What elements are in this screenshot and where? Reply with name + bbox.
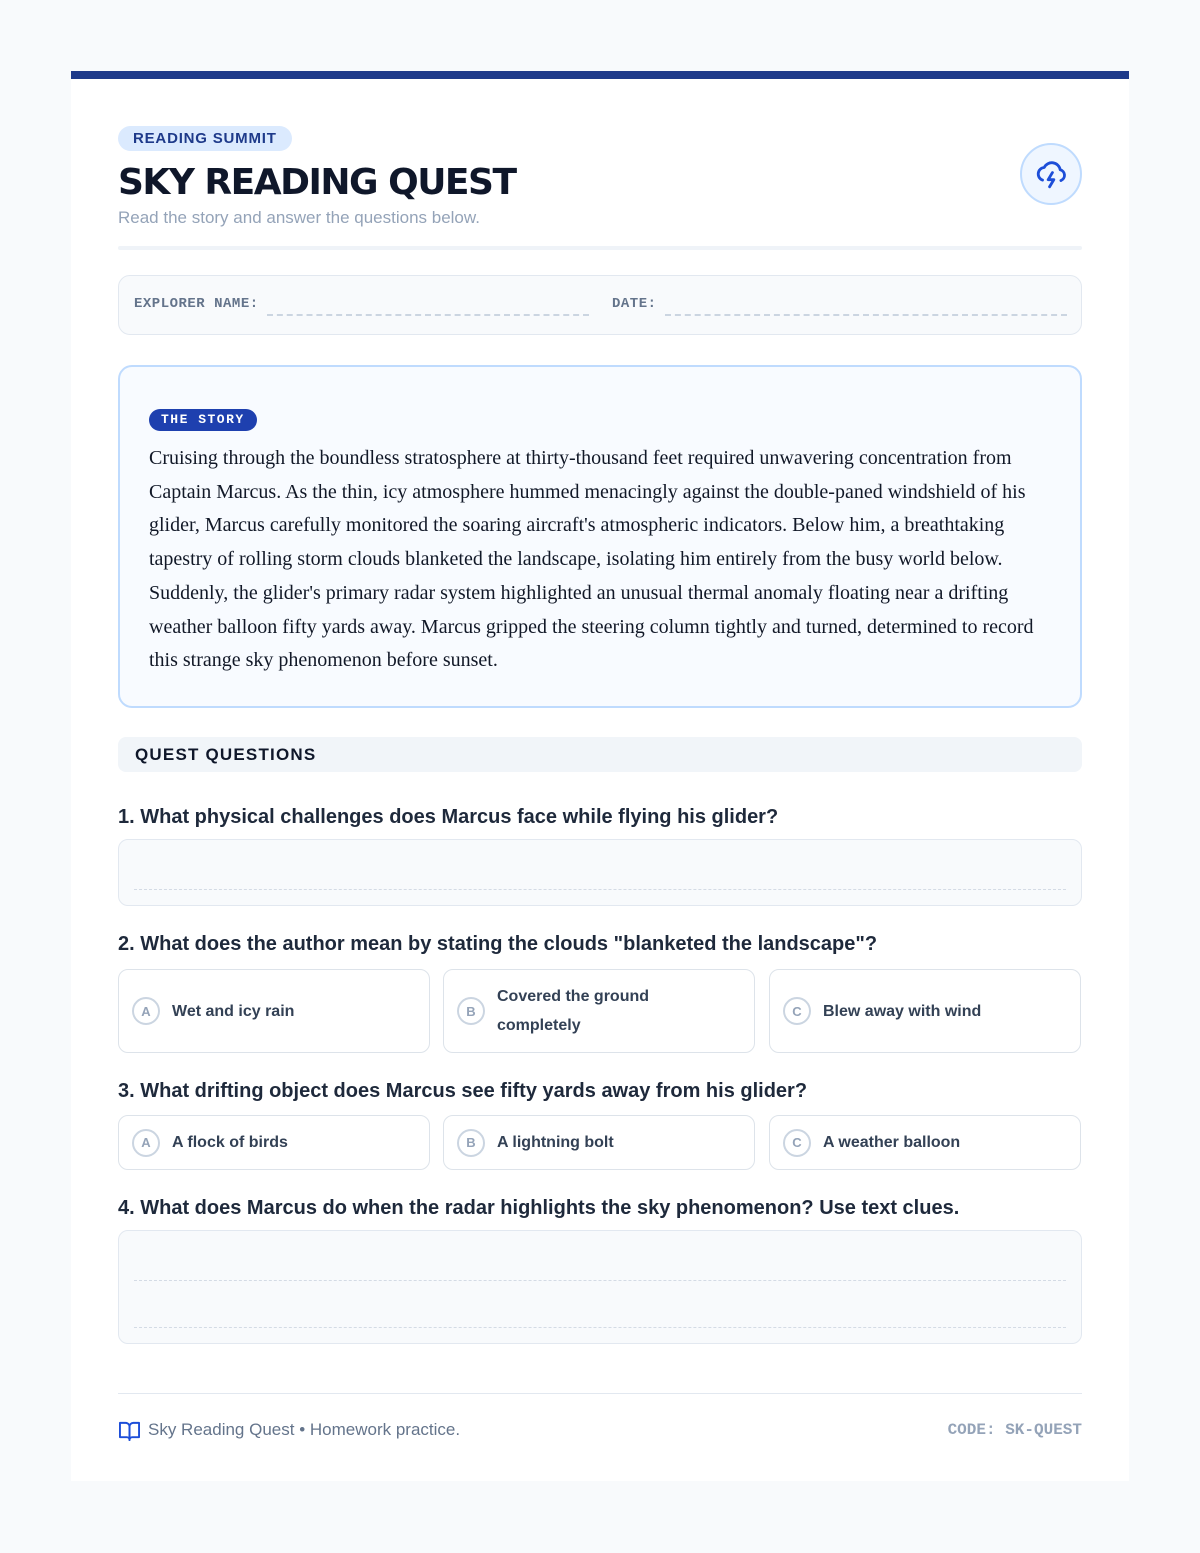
- answer-box-4[interactable]: [118, 1230, 1082, 1344]
- book-open-icon: [118, 1420, 141, 1441]
- q3-option-a[interactable]: [118, 1115, 430, 1170]
- option-label: A weather balloon: [823, 1134, 961, 1151]
- option-letter: C: [783, 1129, 811, 1157]
- story-text: Cruising through the boundless stratosphere at thirty-thousand feet required unwavering concentration from Captain Marcus. As the thin, icy atmosphere hummed menacingly against the double-paned windshield of his glider, Marcus carefully monitored the soaring aircraft's atmospheric indicators. Below him, a breathtaking tapestry of rolling storm clouds blanketed the landscape, isolating him entirely from the busy world below. Suddenly, the glider's primary radar system highlighted an unusual thermal anomaly floating near a drifting weather balloon fifty yards away. Marcus gripped the steering column tightly and turned, determined to record this strange sky phenomenon before sunset.: [149, 447, 1034, 672]
- footer-divider: [118, 1393, 1082, 1394]
- option-letter: B: [457, 1129, 485, 1157]
- question-4: 4. What does Marcus do when the radar highlights the sky phenomenon? Use text clues.: [118, 1197, 960, 1219]
- question-1: 1. What physical challenges does Marcus face while flying his glider?: [118, 806, 779, 828]
- answer-box-1[interactable]: [118, 839, 1082, 906]
- q3-option-b[interactable]: [443, 1115, 755, 1170]
- story-panel: [118, 365, 1082, 708]
- option-letter: A: [132, 997, 160, 1025]
- question-2: 2. What does the author mean by stating the clouds "blanketed the landscape"?: [118, 933, 878, 955]
- date-label: DATE:: [612, 296, 657, 312]
- q3-option-c[interactable]: [769, 1115, 1081, 1170]
- header-divider: [118, 246, 1082, 250]
- answer-line: [134, 1280, 1066, 1281]
- option-letter: B: [457, 997, 485, 1025]
- story-tag: THE STORY: [149, 409, 257, 431]
- footer-text: Sky Reading Quest • Homework practice.: [148, 1420, 461, 1439]
- explorer-name-label: EXPLORER NAME:: [134, 296, 259, 312]
- option-label: Covered the ground completely: [497, 988, 650, 1034]
- option-letter: A: [132, 1129, 160, 1157]
- option-letter: C: [783, 997, 811, 1025]
- question-3: 3. What drifting object does Marcus see fifty yards away from his glider?: [118, 1080, 808, 1102]
- option-label: A flock of birds: [172, 1134, 288, 1151]
- q2-option-c[interactable]: [769, 969, 1081, 1053]
- cloud-lightning-icon: [1020, 143, 1082, 205]
- answer-line: [134, 889, 1066, 890]
- explorer-info-box: [118, 275, 1082, 335]
- explorer-name-field[interactable]: [267, 314, 589, 316]
- footer-note: [118, 1418, 460, 1442]
- option-label: Wet and icy rain: [172, 1002, 295, 1020]
- worksheet: [71, 71, 1129, 1481]
- section-title: QUEST QUESTIONS: [135, 745, 317, 764]
- option-label: Blew away with wind: [823, 1002, 982, 1020]
- page-subtitle: Read the story and answer the questions below.: [118, 208, 480, 227]
- worksheet-code: CODE: SK-QUEST: [947, 1421, 1082, 1439]
- q2-option-b[interactable]: [443, 969, 755, 1053]
- header-badge: READING SUMMIT: [118, 126, 292, 151]
- page-title: SKY READING QUEST: [118, 162, 516, 203]
- q2-option-a[interactable]: [118, 969, 430, 1053]
- section-header: [118, 737, 1082, 772]
- answer-line: [134, 1327, 1066, 1328]
- date-field[interactable]: [665, 314, 1067, 316]
- option-label: A lightning bolt: [497, 1134, 614, 1151]
